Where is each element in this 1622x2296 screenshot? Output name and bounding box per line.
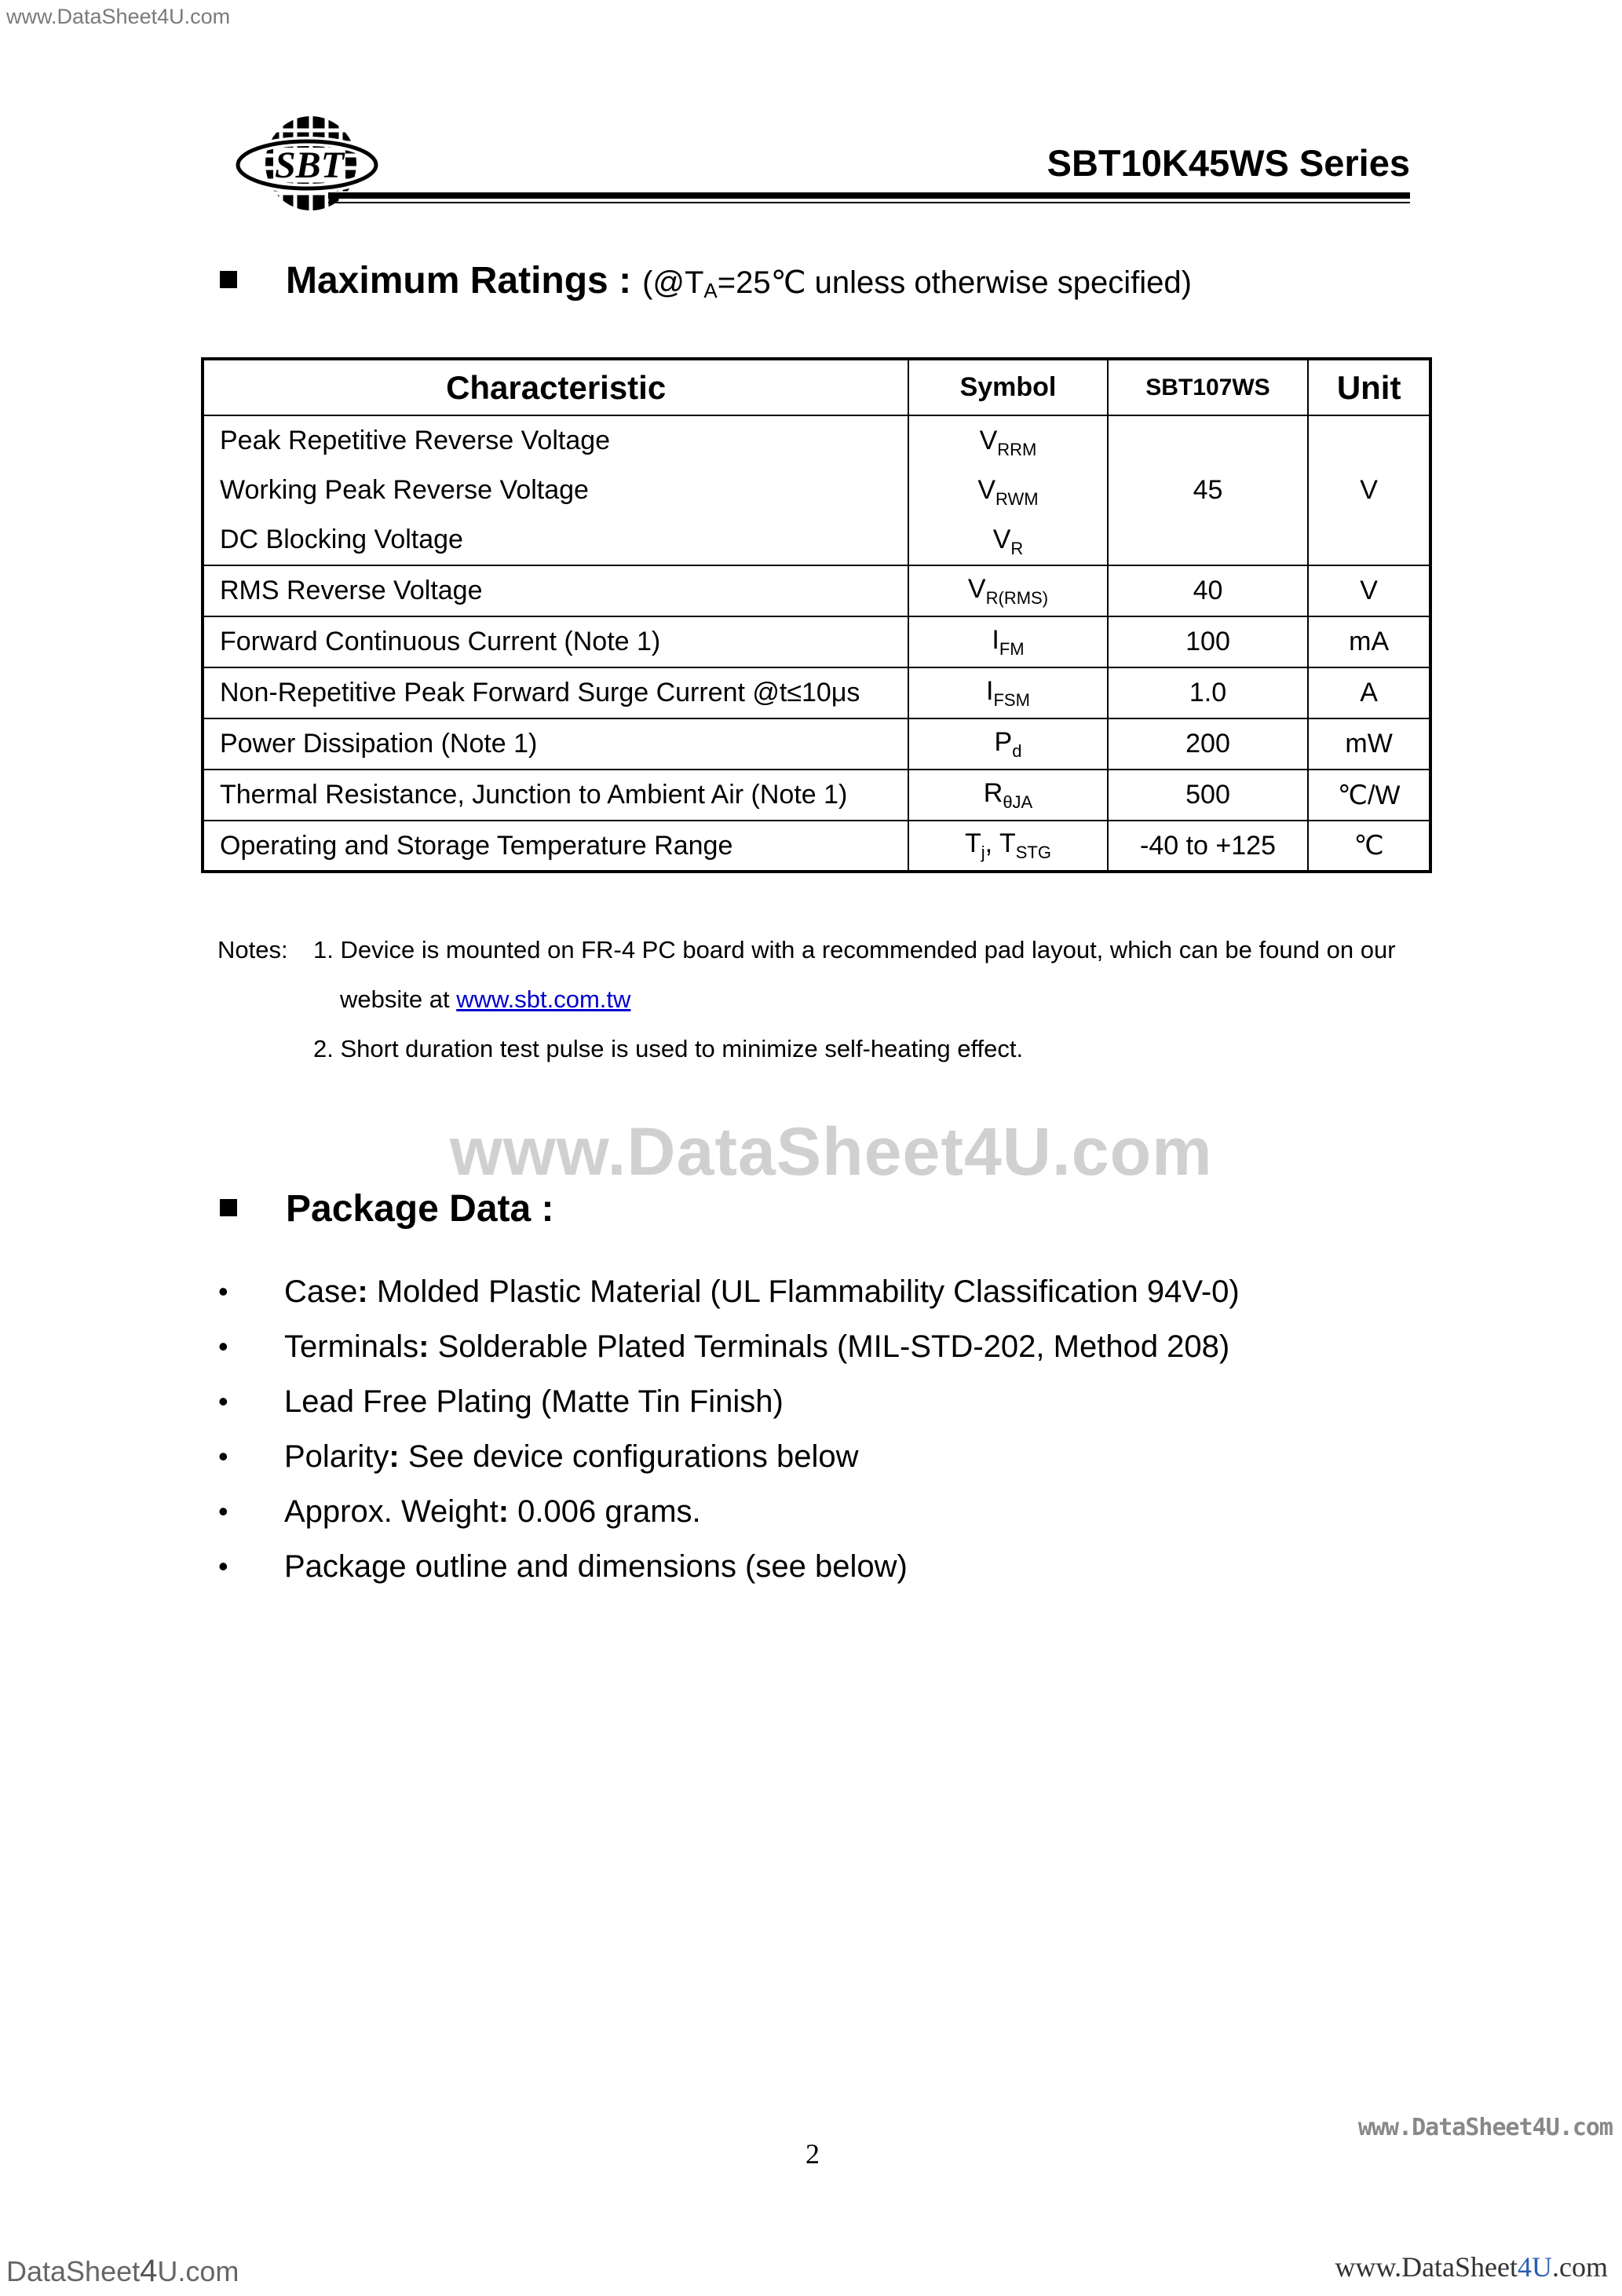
bullet-icon: • (218, 1275, 228, 1307)
header-rule (328, 192, 1410, 199)
watermark-bottom-left: DataSheet4U.com (6, 2254, 239, 2288)
max-ratings-table (201, 357, 1432, 873)
symbol-cell: $V_{R(RMS)}$ (908, 565, 1107, 616)
symbol-cell: $I_{FSM}$ (908, 667, 1107, 718)
characteristic-cell: Power Dissipation (Note 1) (203, 718, 908, 770)
col-header-unit: Unit (1308, 359, 1430, 415)
characteristic-cell: Operating and Storage Temperature Range (203, 821, 908, 872)
table-row (203, 616, 1430, 667)
bullet-icon: • (218, 1385, 228, 1417)
value-cell: -40 to +125 (1108, 821, 1309, 872)
col-header-characteristic: Characteristic (203, 359, 908, 415)
package-data-list (218, 1264, 1240, 1594)
bullet-icon: • (218, 1440, 228, 1472)
bullet-icon: • (218, 1330, 228, 1362)
document-title: SBT10K45WS Series (1047, 142, 1410, 184)
unit-cell: mA (1308, 616, 1430, 667)
symbol-cell: $R_{\theta JA}$ (908, 770, 1107, 821)
notes-section (217, 925, 1396, 1073)
symbol-cell: $P_d$ (908, 718, 1107, 770)
col-header-part: SBT107WS (1108, 359, 1309, 415)
list-item: • Lead Free Plating (Matte Tin Finish) (218, 1374, 1240, 1429)
value-cell: 500 (1108, 770, 1309, 821)
value-cell: 1.0 (1108, 667, 1309, 718)
sbt-website-link[interactable]: www.sbt.com.tw (456, 985, 631, 1013)
table-row (203, 770, 1430, 821)
note-1: 1. Device is mounted on FR-4 PC board with a recommended pad layout, which can be found on our (313, 936, 1396, 963)
unit-cell: V (1308, 565, 1430, 616)
square-bullet-icon (220, 1199, 237, 1216)
characteristic-cell: Non-Repetitive Peak Forward Surge Current @t≤10μs (203, 667, 908, 718)
characteristic-cell: Forward Continuous Current (Note 1) (203, 616, 908, 667)
unit-cell: V (1308, 415, 1430, 565)
table-row (203, 415, 1430, 565)
logo-text: SBT (274, 144, 345, 186)
table-header-row (203, 359, 1430, 415)
note-1-continuation: website at www.sbt.com.tw (340, 985, 631, 1013)
col-header-symbol: Symbol (908, 359, 1107, 415)
list-item: • Package outline and dimensions (see below) (218, 1539, 1240, 1594)
list-item: • Approx. Weight : 0.006 grams. (218, 1484, 1240, 1539)
max-ratings-title: Maximum Ratings : (286, 260, 632, 302)
value-cell: 40 (1108, 565, 1309, 616)
watermark-middle: www.DataSheet4U.com (450, 1114, 1213, 1190)
unit-cell: A (1308, 667, 1430, 718)
package-data-title: Package Data : (286, 1188, 554, 1230)
header-rule-thin (328, 202, 1410, 203)
symbol-cell: $V_{RRM}$ $V_{RWM}$ $V_R$ (908, 415, 1107, 565)
value-cell: 100 (1108, 616, 1309, 667)
list-item: • Polarity : See device configurations below (218, 1429, 1240, 1484)
table-row (203, 718, 1430, 770)
value-cell: 45 (1108, 415, 1309, 565)
bullet-icon: • (218, 1495, 228, 1527)
unit-cell: ℃/W (1308, 770, 1430, 821)
page-number: 2 (806, 2138, 820, 2170)
table-row (203, 565, 1430, 616)
list-item: • Terminals : Solderable Plated Terminals (MIL-STD-202, Method 208) (218, 1319, 1240, 1374)
max-ratings-heading (220, 259, 1192, 303)
symbol-cell: $I_{FM}$ (908, 616, 1107, 667)
notes-label: Notes: (217, 936, 288, 963)
table-row (203, 821, 1430, 872)
bullet-icon: • (218, 1550, 228, 1582)
table-row (203, 667, 1430, 718)
watermark-top: www.DataSheet4U.com (6, 5, 231, 28)
symbol-cell: $T_j$, $T_{STG}$ (908, 821, 1107, 872)
watermark-bottom-right-small: www.DataSheet4U.com (1357, 2114, 1613, 2141)
characteristic-cell: RMS Reverse Voltage (203, 565, 908, 616)
package-data-heading (220, 1187, 554, 1230)
watermark-bottom-right: www.DataSheet4U.com (1335, 2251, 1608, 2283)
value-cell: 200 (1108, 718, 1309, 770)
note-2: 2. Short duration test pulse is used to minimize self-heating effect. (313, 1035, 1024, 1062)
max-ratings-condition: ($@T_A=25℃$ unless otherwise specified) (642, 265, 1192, 302)
characteristic-cell: Peak Repetitive Reverse Voltage Working Peak Reverse Voltage DC Blocking Voltage (203, 415, 908, 565)
list-item: • Case : Molded Plastic Material (UL Flammability Classification 94V-0) (218, 1264, 1240, 1319)
square-bullet-icon (220, 271, 237, 288)
unit-cell: ℃ (1308, 821, 1430, 872)
unit-cell: mW (1308, 718, 1430, 770)
characteristic-cell: Thermal Resistance, Junction to Ambient Air (Note 1) (203, 770, 908, 821)
